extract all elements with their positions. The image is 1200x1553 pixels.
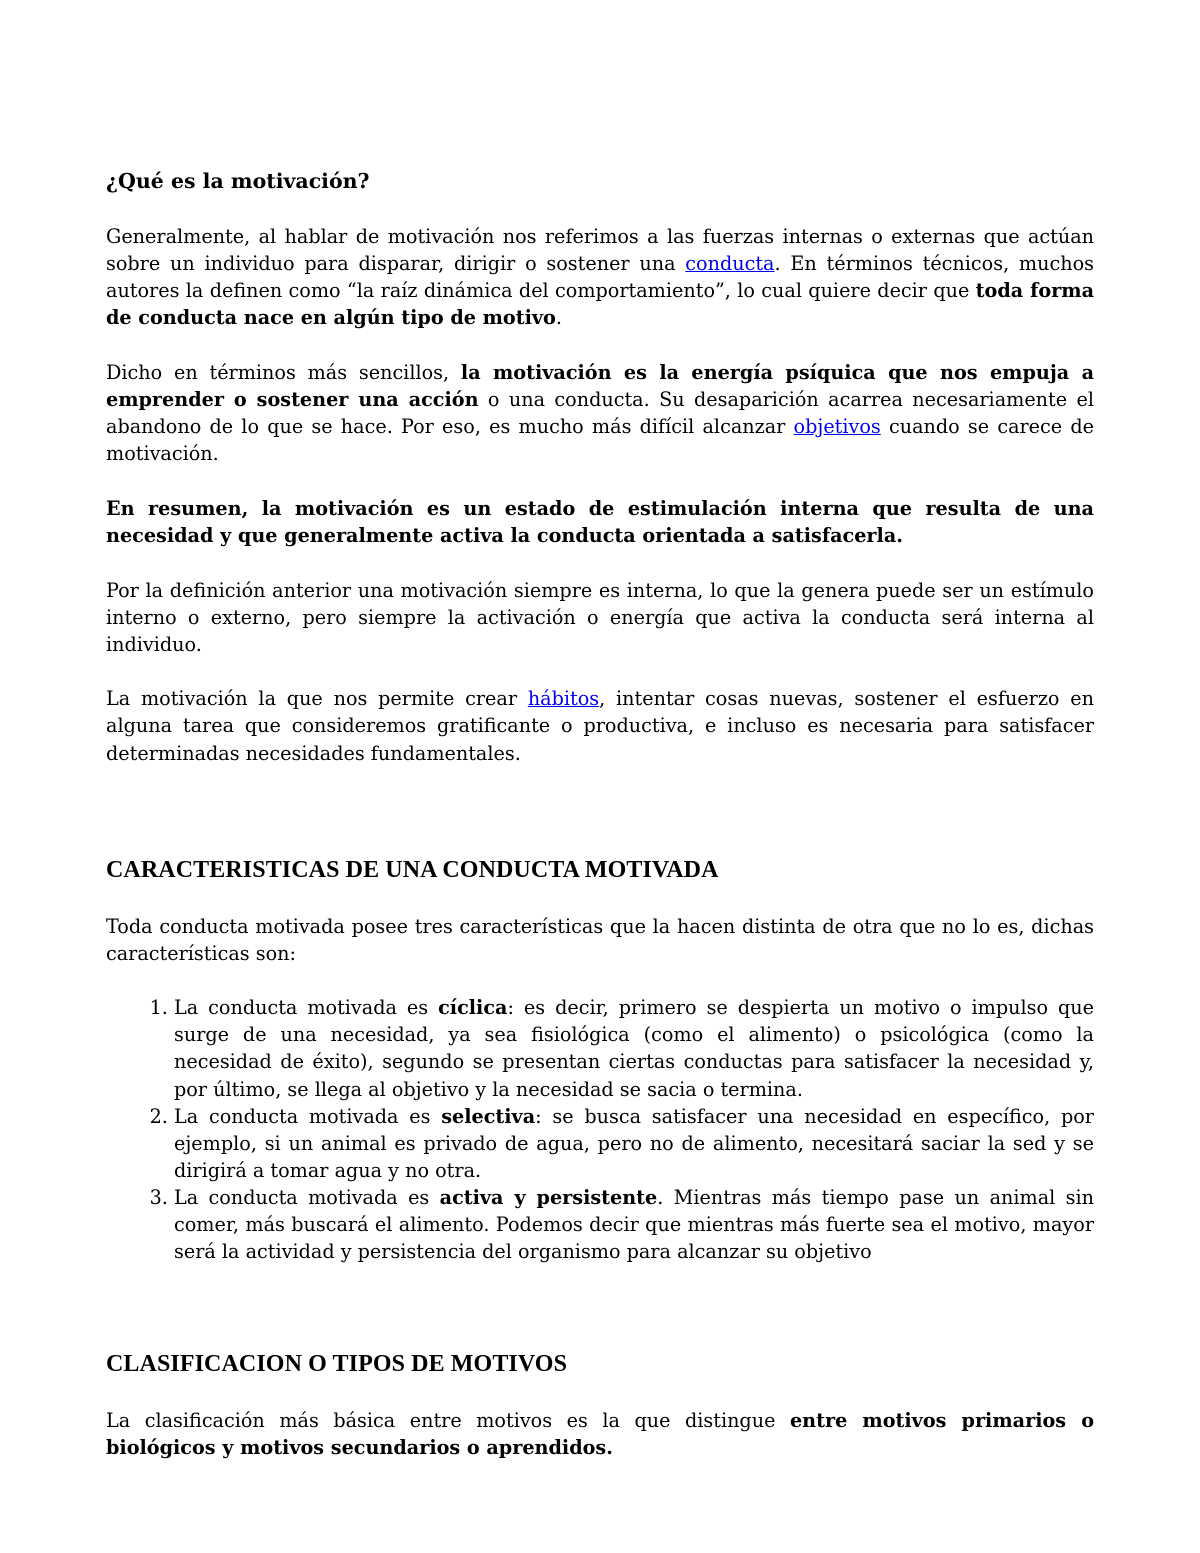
link-objetivos[interactable]: objetivos [793, 415, 881, 439]
paragraph-text: La motivación la que nos permite crear [106, 687, 528, 711]
bold-text: En resumen, la motivación es un estado de estimulación interna que resulta de una necesidad y que generalmente activa la conducta orientada a satisfacerla. [106, 496, 1094, 547]
paragraph-text: . [555, 306, 562, 330]
document-page [106, 168, 1094, 1489]
section-heading-characteristics: CARACTERISTICAS DE UNA CONDUCTA MOTIVADA [106, 856, 719, 883]
paragraph-internal [106, 577, 1094, 658]
paragraph-text: Dicho en términos más sencillos, [106, 360, 461, 384]
list-item-text: : se busca satisfacer una necesidad en específico, por ejemplo, si un animal es privado de agua, pero no de alimento, necesitará saciar la sed y se dirigirá a tomar agua y no otra. [174, 1104, 1094, 1182]
paragraph-energy [106, 359, 1094, 467]
bold-text: la motivación es la energía psíquica que nos empuja a emprender o sostener una acción [106, 360, 1095, 412]
spacer [106, 1265, 1094, 1349]
list-item [174, 1103, 1094, 1184]
paragraph-text: . En términos técnicos, muchos autores la definen como “la raíz dinámica del comportamiento”, lo cual quiere decir que [106, 252, 1094, 303]
bold-text: entre motivos primarios o biológicos y motivos secundarios o aprendidos. [106, 1409, 1094, 1460]
section-heading-motivation: ¿Qué es la motivación? [106, 169, 370, 193]
bold-text: toda forma de conducta nace en algún tipo de motivo [106, 279, 1094, 330]
bold-text: activa y persistente [439, 1185, 658, 1209]
list-item [174, 994, 1094, 1102]
paragraph-characteristics-intro: Toda conducta motivada posee tres características que la hacen distinta de otra que no lo es, dichas características son: [106, 914, 1094, 965]
section-heading-classification: CLASIFICACION O TIPOS DE MOTIVOS [106, 1351, 568, 1378]
spacer [106, 885, 1094, 913]
list-item-text: La conducta motivada es [174, 1185, 440, 1209]
list-item-text: La conducta motivada es [174, 1104, 442, 1128]
link-habitos[interactable]: hábitos [527, 687, 600, 711]
paragraph-text: cuando se carece de motivación. [106, 415, 1094, 466]
list-item-text: La conducta motivada es [174, 996, 439, 1020]
paragraph-text: , intentar cosas nuevas, sostener el esfuerzo en alguna tarea que consideremos gratificante o productiva, e incluso es necesaria para satisfacer determinadas necesidades fundamentales. [106, 687, 1094, 765]
paragraph-summary [106, 495, 1094, 549]
bold-text: selectiva [441, 1104, 536, 1128]
spacer [106, 1379, 1094, 1407]
paragraph-text: La clasificación más básica entre motivos es la que distingue [106, 1409, 790, 1433]
paragraph-text: Por la definición anterior una motivación siempre es interna, lo que la genera puede ser un estímulo interno o externo, pero siempre la activación o energía que activa la conducta será interna al individuo. [106, 578, 1094, 656]
spacer [106, 767, 1094, 855]
list-item-text: . Mientras más tiempo pase un animal sin comer, más buscará el alimento. Podemos decir que mientras más fuerte sea el motivo, mayor será la actividad y persistencia del organismo para alcanzar su objetivo [174, 1185, 1094, 1264]
bold-text: cíclica [438, 996, 508, 1020]
list-item [174, 1184, 1094, 1265]
paragraph-habits [106, 685, 1094, 766]
paragraph-text: o una conducta. Su desaparición acarrea necesariamente el abandono de lo que se hace. Por eso, es mucho más difícil alcanzar [106, 388, 1094, 439]
paragraph-definition [106, 223, 1094, 331]
paragraph-classification [106, 1407, 1094, 1461]
link-conducta[interactable]: conducta [685, 252, 775, 276]
paragraph-text: Generalmente, al hablar de motivación nos referimos a las fuerzas internas o externas que actúan sobre un individuo para disparar, dirigir o sostener una [106, 225, 1094, 276]
list-item-text: : es decir, primero se despierta un motivo o impulso que surge de una necesidad, ya sea fisiológica (como el alimento) o psicológica (como la necesidad de éxito), segundo se presentan ciertas conductas para satisfacer la necesidad y, por último, se llega al objetivo y la necesidad se sacia o termina. [174, 996, 1094, 1101]
characteristics-list [106, 994, 1094, 1265]
